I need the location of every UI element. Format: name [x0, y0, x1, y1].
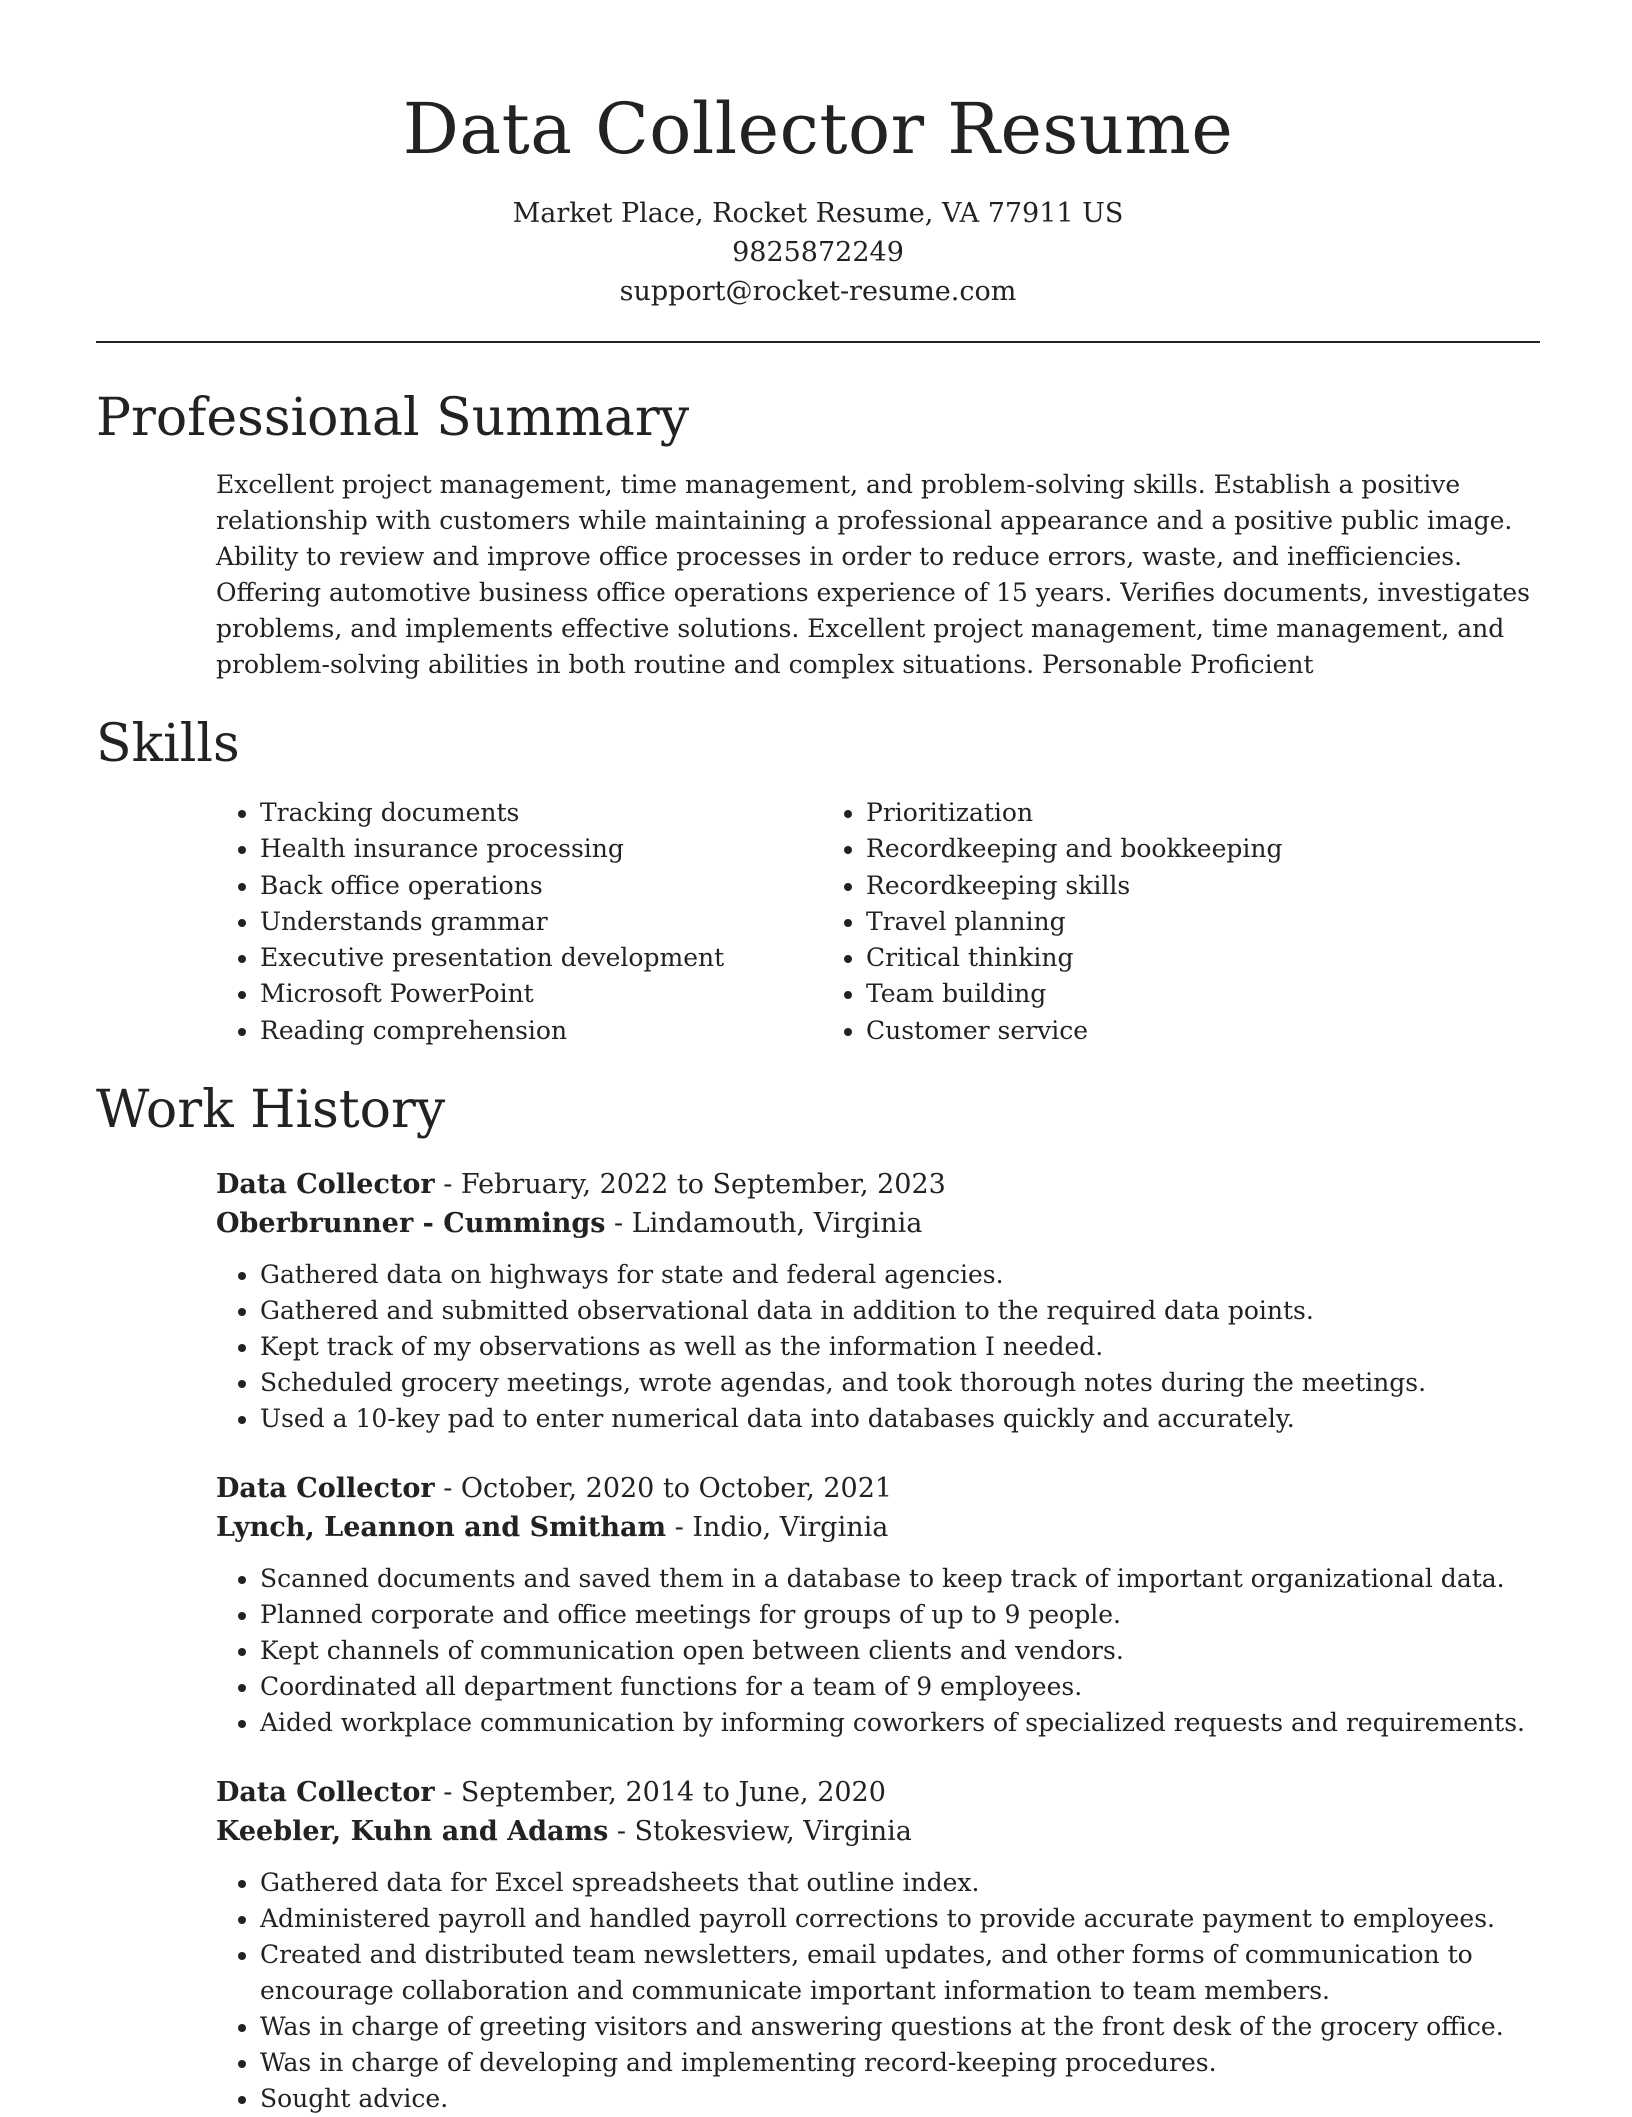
job-entry [216, 1773, 1540, 2117]
skill-item: • Back office operations [260, 868, 822, 904]
job-bullet: • Scheduled grocery meetings, wrote agendas, and took thorough notes during the meetings. [260, 1365, 1540, 1401]
job-company: Lynch, Leannon and Smitham [216, 1512, 667, 1544]
skill-item: • Customer service [866, 1013, 1428, 1049]
job-role: Data Collector [216, 1473, 435, 1505]
skill-item: • Recordkeeping skills [866, 868, 1428, 904]
email: support@rocket-resume.com [619, 276, 1017, 307]
job-bullets [216, 1865, 1540, 2117]
summary-heading: Professional Summary [96, 388, 690, 448]
work-history-heading: Work History [96, 1080, 446, 1141]
skill-item: • Critical thinking [866, 940, 1428, 976]
job-dates: - October, 2020 to October, 2021 [434, 1473, 893, 1505]
resume-header [96, 0, 1540, 311]
job-role-line [216, 1165, 1540, 1204]
contact-block [96, 194, 1540, 311]
skills-heading: Skills [96, 714, 240, 774]
resume-title: Data Collector Resume [402, 88, 1234, 170]
job-bullets [216, 1561, 1540, 1741]
skill-item: • Understands grammar [260, 904, 822, 940]
job-bullet: • Sought advice. [260, 2081, 1540, 2117]
job-dates: - February, 2022 to September, 2023 [434, 1169, 946, 1201]
job-bullet: • Administered payroll and handled payroll corrections to provide accurate payment to employees. [260, 1901, 1540, 1937]
job-bullet: • Aided workplace communication by informing coworkers of specialized requests and requirements. [260, 1705, 1540, 1741]
job-role: Data Collector [216, 1169, 435, 1201]
job-role: Data Collector [216, 1777, 435, 1809]
skill-item: • Prioritization [866, 795, 1428, 831]
job-location: - Stokesview, Virginia [608, 1816, 912, 1848]
phone: 9825872249 [732, 237, 904, 268]
skills-column-right [822, 795, 1428, 1049]
job-bullet: • Gathered data on highways for state and federal agencies. [260, 1257, 1540, 1293]
job-bullet: • Gathered and submitted observational data in addition to the required data points. [260, 1293, 1540, 1329]
job-entry [216, 1165, 1540, 1437]
job-company: Oberbrunner - Cummings [216, 1208, 606, 1240]
skills-column-left [216, 795, 822, 1049]
job-entry [216, 1469, 1540, 1741]
job-company: Keebler, Kuhn and Adams [216, 1816, 609, 1848]
skill-item: • Microsoft PowerPoint [260, 976, 822, 1012]
skill-item: • Health insurance processing [260, 831, 822, 867]
job-bullet: • Was in charge of greeting visitors and answering questions at the front desk of the grocery office. [260, 2009, 1540, 2045]
job-bullet: • Gathered data for Excel spreadsheets that outline index. [260, 1865, 1540, 1901]
skill-item: • Tracking documents [260, 795, 822, 831]
job-bullet: • Scanned documents and saved them in a database to keep track of important organizational data. [260, 1561, 1540, 1597]
address: Market Place, Rocket Resume, VA 77911 US [512, 198, 1124, 229]
job-dates: - September, 2014 to June, 2020 [434, 1777, 886, 1809]
summary-text: Excellent project management, time management, and problem-solving skills. Establish a positive relationship with customers while maintaining a professional appearance and a positive public image. Ability to review and improve office processes in order to reduce errors, waste, and inefficiencies. Offering automotive business office operations experience of 15 years. Verifies documents, investigates problems, and implements effective solutions. Excellent project management, time management, and problem-solving abilities in both routine and complex situations. Personable Proficient [216, 470, 1531, 679]
skill-item: • Recordkeeping and bookkeeping [866, 831, 1428, 867]
job-company-line [216, 1204, 1540, 1243]
job-bullet: • Created and distributed team newsletters, email updates, and other forms of communication to encourage collaboration and communicate important information to team members. [260, 1937, 1540, 2009]
job-bullets [216, 1257, 1540, 1437]
skill-item: • Reading comprehension [260, 1013, 822, 1049]
job-bullet: • Planned corporate and office meetings for groups of up to 9 people. [260, 1597, 1540, 1633]
skill-item: • Team building [866, 976, 1428, 1012]
job-location: - Indio, Virginia [666, 1512, 889, 1544]
resume-page [96, 0, 1540, 2117]
job-company-line [216, 1812, 1540, 1851]
job-bullet: • Was in charge of developing and implementing record-keeping procedures. [260, 2045, 1540, 2081]
skill-item: • Travel planning [866, 904, 1428, 940]
job-bullet: • Used a 10-key pad to enter numerical data into databases quickly and accurately. [260, 1401, 1540, 1437]
job-bullet: • Coordinated all department functions for a team of 9 employees. [260, 1669, 1540, 1705]
job-role-line [216, 1469, 1540, 1508]
job-company-line [216, 1508, 1540, 1547]
job-role-line [216, 1773, 1540, 1812]
header-divider [96, 341, 1540, 343]
skills-list [216, 795, 1540, 1049]
skill-item: • Executive presentation development [260, 940, 822, 976]
job-bullet: • Kept track of my observations as well as the information I needed. [260, 1329, 1540, 1365]
job-bullet: • Kept channels of communication open between clients and vendors. [260, 1633, 1540, 1669]
job-location: - Lindamouth, Virginia [605, 1208, 923, 1240]
